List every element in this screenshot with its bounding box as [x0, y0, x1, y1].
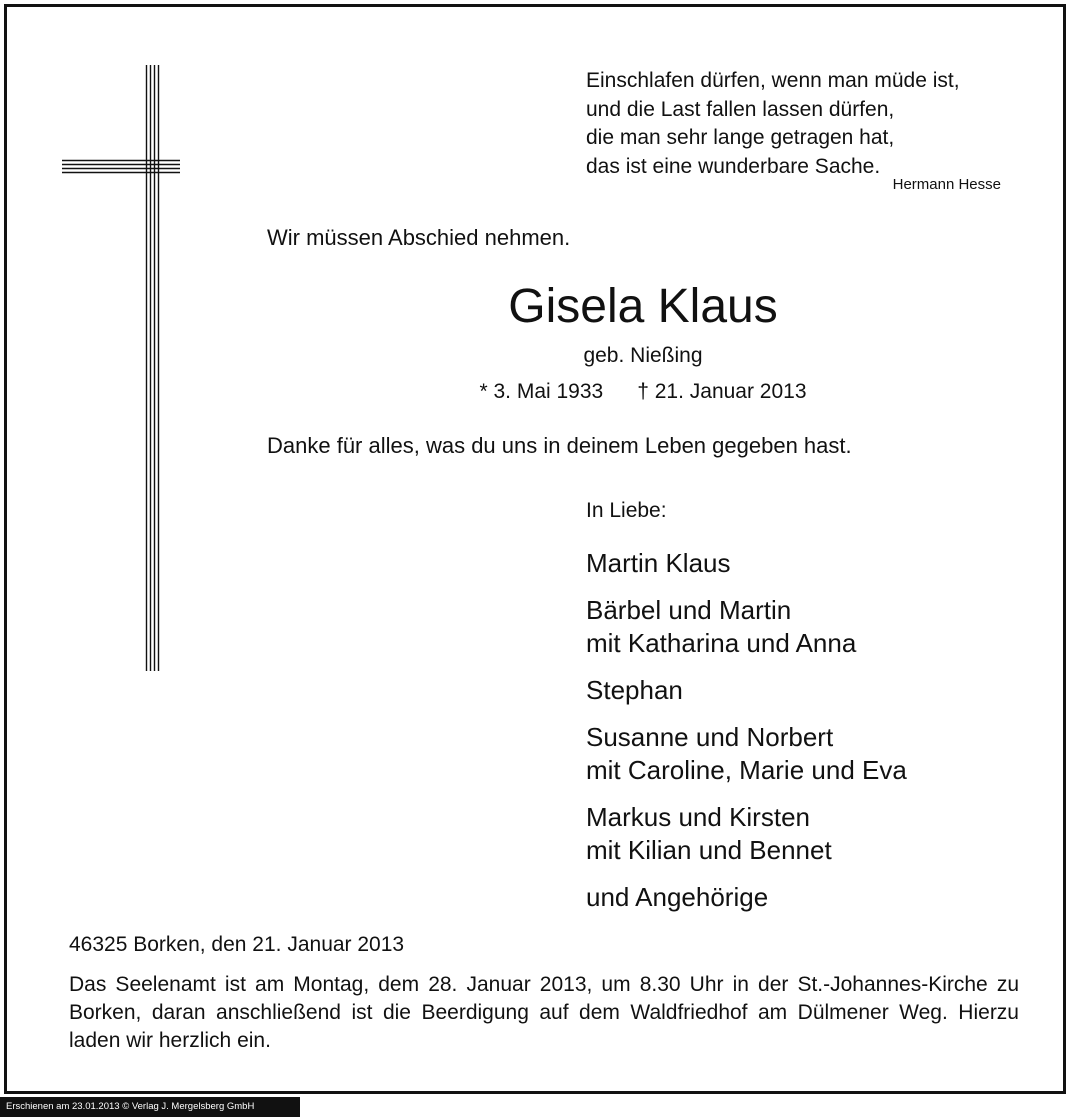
mourners-list — [586, 547, 907, 928]
maiden-name: geb. Nießing — [583, 344, 703, 367]
quote-line: die man sehr lange getragen hat, — [586, 126, 895, 149]
quote-line: Einschlafen dürfen, wenn man müde ist, — [586, 69, 960, 92]
quote-author: Hermann Hesse — [892, 176, 1001, 193]
mourner-line: Susanne und Norbert — [586, 722, 834, 752]
mourner-group — [586, 674, 907, 707]
mourner-group — [586, 594, 907, 660]
publication-footer: Erschienen am 23.01.2013 © Verlag J. Mergelsberg GmbH — [0, 1097, 300, 1117]
mourner-line: mit Caroline, Marie und Eva — [586, 755, 907, 785]
mourner-group — [586, 881, 907, 914]
mourner-line: mit Katharina und Anna — [586, 628, 857, 658]
cross-icon — [62, 65, 187, 675]
hesse-quote — [586, 67, 960, 181]
quote-line: das ist eine wunderbare Sache. — [586, 154, 881, 178]
quote-line: und die Last fallen lassen dürfen, — [586, 97, 895, 121]
in-love-label: In Liebe: — [586, 499, 667, 522]
funeral-notice: Das Seelenamt ist am Montag, dem 28. Januar 2013, um 8.30 Uhr in der St.-Johannes-Kirche zu Borken, daran anschließend ist die Beerdigung auf dem Waldfriedhof am Dülmener Weg. Hierzu laden wir herzlich ein. — [69, 973, 1019, 1052]
deceased-name: Gisela Klaus — [508, 280, 778, 333]
mourner-line: Stephan — [586, 675, 683, 705]
place-date: 46325 Borken, den 21. Januar 2013 — [69, 933, 405, 956]
mourner-group — [586, 801, 907, 867]
mourner-line: Martin Klaus — [586, 548, 731, 578]
birth-date: * 3. Mai 1933 — [479, 380, 604, 403]
death-date: † 21. Januar 2013 — [637, 380, 807, 403]
mourner-line: Markus und Kirsten — [586, 802, 810, 832]
life-dates — [7, 380, 1074, 404]
mourner-line: Bärbel und Martin — [586, 595, 792, 625]
mourner-group — [586, 721, 907, 787]
obituary-frame — [4, 4, 1066, 1094]
farewell-intro: Wir müssen Abschied nehmen. — [267, 225, 571, 250]
thanks-line: Danke für alles, was du uns in deinem Leben gegeben hast. — [267, 433, 852, 458]
mourner-group — [586, 547, 907, 580]
mourner-line: mit Kilian und Bennet — [586, 835, 832, 865]
mourner-line: und Angehörige — [586, 882, 769, 912]
